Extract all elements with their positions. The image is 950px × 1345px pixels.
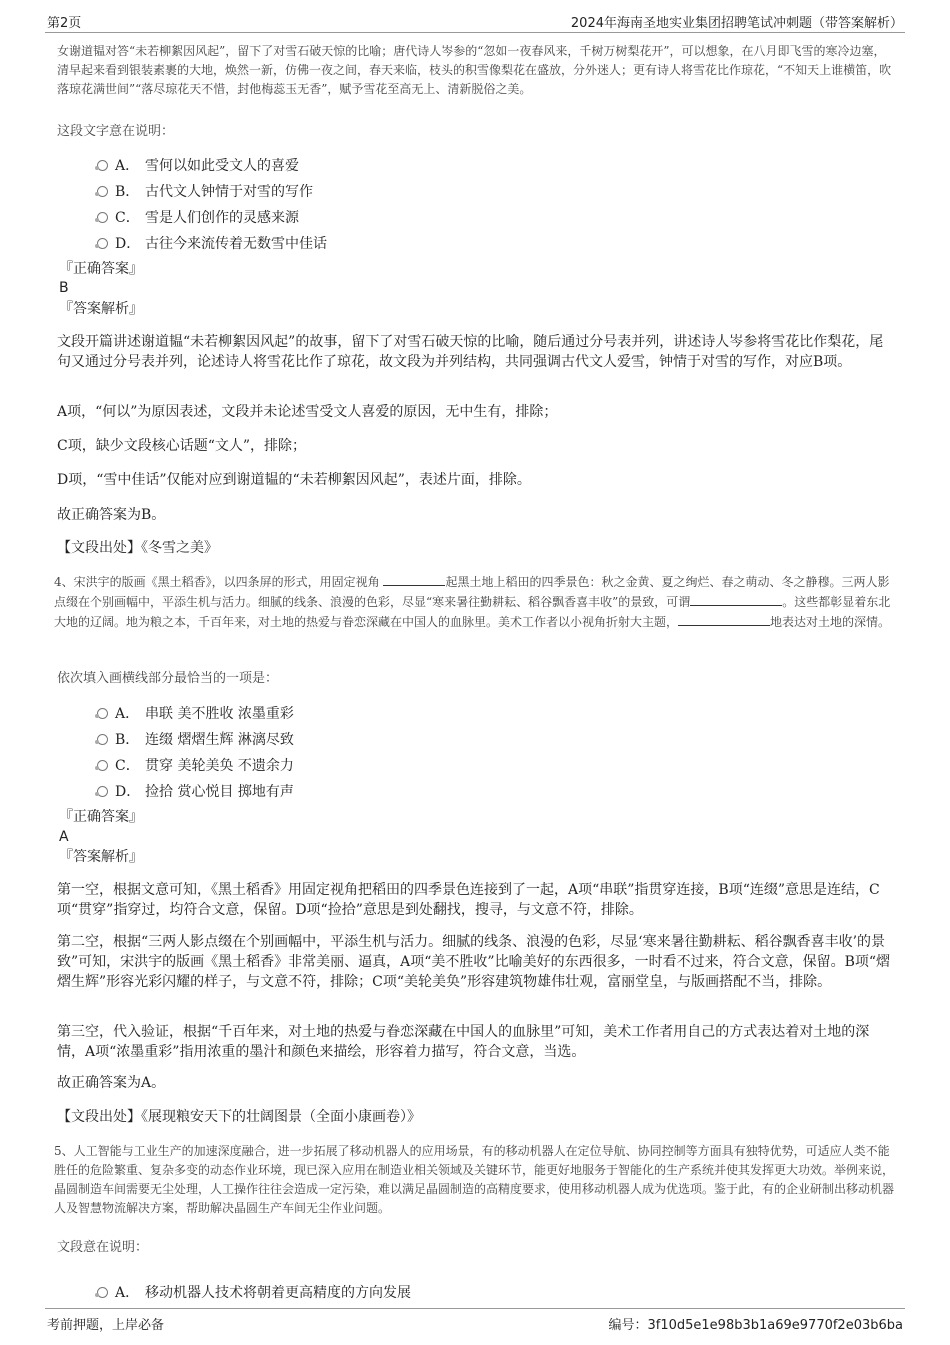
q4-blank-2[interactable] <box>690 592 782 606</box>
q4-analysis-p4: 故正确答案为A。 <box>57 1075 166 1091</box>
q3-prompt: 这段文字意在说明： <box>57 124 175 139</box>
q4-analysis-label: 『答案解析』 <box>59 849 143 865</box>
q4-option-d[interactable]: D． 捡拾 赏心悦目 掷地有声 <box>57 777 657 803</box>
q3-analysis-label: 『答案解析』 <box>59 301 143 317</box>
q5-options <box>57 1278 657 1304</box>
q4-source: 【文段出处】《展现粮安天下的壮阔图景（全面小康画卷）》 <box>57 1109 421 1125</box>
radio-icon[interactable] <box>97 238 108 249</box>
q4-analysis-p1: 第一空，根据文意可知，《黑土稻香》用固定视角把稻田的四季景色连接到了一起，A项“串联”指贯穿连接，B项“连缀”意思是连结，C项“贯穿”指穿过，均符合文意，保留。D项“捡拾”意思是到处翻找，搜寻，与文意不符，排除。 <box>57 882 880 918</box>
q3-option-b[interactable]: B． 古代文人钟情于对雪的写作 <box>57 177 657 203</box>
document-id: 编号：3f10d5e1e98b3b1a69e9770f2e03b6ba <box>608 1318 903 1333</box>
q3-answer-label: 『正确答案』 <box>59 261 143 277</box>
q4-answer-label: 『正确答案』 <box>59 809 143 825</box>
q3-analysis-p4: D项，“雪中佳话”仅能对应到谢道韫的“未若柳絮因风起”，表述片面，排除。 <box>57 472 531 488</box>
q4-option-a[interactable]: A． 串联 美不胜收 浓墨重彩 <box>57 699 657 725</box>
radio-icon[interactable] <box>97 760 108 771</box>
q5-passage: 5、人工智能与工业生产的加速深度融合，进一步拓展了移动机器人的应用场景，有的移动机器人在定位导航、协同控制等方面具有独特优势，可适应人类不能胜任的危险繁重、复杂多变的动态作业环境，现已深入应用在制造业相关领域及关键环节，能更好地服务于智能化的生产系统并使其发挥更大功效。举例来说，晶圆制造车间需要无尘处理，人工操作往往会造成一定污染，难以满足晶圆制造的高精度要求，使用移动机器人成为优选项。鉴于此，有的企业研制出移动机器人及智慧物流解决方案，帮助解决晶圆生产车间无尘作业问题。 <box>54 1144 895 1215</box>
q3-analysis-p2: A项，“何以”为原因表述，文段并未论述雪受文人喜爱的原因，无中生有，排除； <box>57 404 558 420</box>
radio-icon[interactable] <box>97 786 108 797</box>
q4-options <box>57 699 657 803</box>
footer-slogan: 考前押题，上岸必备 <box>47 1318 165 1333</box>
q3-option-d[interactable]: D． 古往今来流传着无数雪中佳话 <box>57 229 657 255</box>
page-number: 第2页 <box>47 16 82 31</box>
q4-blank-3[interactable] <box>678 612 770 626</box>
radio-icon[interactable] <box>97 708 108 719</box>
page-header <box>45 12 905 33</box>
q4-option-c[interactable]: C． 贯穿 美轮美奂 不遗余力 <box>57 751 657 777</box>
q3-options <box>57 151 657 255</box>
q5-prompt: 文段意在说明： <box>57 1240 149 1255</box>
q3-source: 【文段出处】《冬雪之美》 <box>57 540 218 556</box>
q4-analysis-p3: 第三空，代入验证，根据“千百年来，对土地的热爱与眷恋深藏在中国人的血脉里”可知，美术工作者用自己的方式表达着对土地的深情，A项“浓墨重彩”指用浓重的墨汁和颜色来描绘，形容着力描写，符合文意，当选。 <box>57 1024 870 1060</box>
radio-icon[interactable] <box>97 186 108 197</box>
radio-icon[interactable] <box>97 1287 108 1298</box>
q3-analysis-p3: C项，缺少文段核心话题“文人”，排除； <box>57 438 307 454</box>
q3-passage: 女谢道韫对答“未若柳絮因风起”，留下了对雪石破天惊的比喻；唐代诗人岑参的“忽如一夜春风来，千树万树梨花开”，可以想象，在八月即飞雪的寒冷边塞，清早起来看到银装素裹的大地，焕然一新，仿佛一夜之间，春天来临，枝头的积雪像梨花在盛放，分外迷人；更有诗人将雪花比作琼花，“不知天上谁横笛，吹落琼花满世间”“落尽琼花天不惜，封他梅蕊玉无香”，赋予雪花至高无上、清新脱俗之美。 <box>57 44 892 96</box>
page-footer <box>45 1308 905 1331</box>
radio-icon[interactable] <box>97 160 108 171</box>
q3-option-a[interactable]: A． 雪何以如此受文人的喜爱 <box>57 151 657 177</box>
q3-analysis-p5: 故正确答案为B。 <box>57 507 166 523</box>
document-title: 2024年海南圣地实业集团招聘笔试冲刺题（带答案解析） <box>570 16 903 31</box>
q3-option-c[interactable]: C． 雪是人们创作的灵感来源 <box>57 203 657 229</box>
q4-option-b[interactable]: B． 连缀 熠熠生辉 淋漓尽致 <box>57 725 657 751</box>
q4-prompt: 依次填入画横线部分最恰当的一项是： <box>57 671 279 686</box>
radio-icon[interactable] <box>97 212 108 223</box>
q4-blank-1[interactable] <box>383 572 445 586</box>
q4-passage: 4、宋洪宇的版画《黑土稻香》，以四条屏的形式，用固定视角 起黑土地上稻田的四季景色：秋之金黄、夏之绚烂、春之萌动、冬之静穆。三两人影点缀在个别画幅中，平添生机与活力。细腻的线条、浪漫的色彩，尽显“寒来暑往勤耕耘、稻谷飘香喜丰收”的景致，可谓 。这些都彰显着东北大地的辽阔。地为粮之本，千百年来，对土地的热爱与眷恋深藏在中国人的血脉里。美术工作者以小视角折射大主题， 地表达对土地的深情。 <box>54 572 897 632</box>
radio-icon[interactable] <box>97 734 108 745</box>
q5-option-a[interactable]: A． 移动机器人技术将朝着更高精度的方向发展 <box>57 1278 657 1304</box>
q3-analysis-p1: 文段开篇讲述谢道韫“未若柳絮因风起”的故事，留下了对雪石破天惊的比喻，随后通过分号表并列，讲述诗人岑参将雪花比作梨花，尾句又通过分号表并列，论述诗人将雪花比作了琼花，故文段为并列结构，共同强调古代文人爱雪，钟情于对雪的写作，对应B项。 <box>57 334 884 370</box>
q4-answer: A <box>59 829 69 845</box>
q4-analysis-p2: 第二空，根据“三两人影点缀在个别画幅中，平添生机与活力。细腻的线条、浪漫的色彩，尽显‘寒来暑往勤耕耘、稻谷飘香喜丰收’的景致”可知，宋洪宇的版画《黑土稻香》非常美丽、逼真，A项“美不胜收”比喻美好的东西很多，一时看不过来，符合文意，保留。B项“熠熠生辉”形容光彩闪耀的样子，与文意不符，排除；C项“美轮美奂”形容建筑物雄伟壮观，富丽堂皇，与版画搭配不当，排除。 <box>57 934 891 990</box>
q3-answer: B <box>59 280 69 296</box>
